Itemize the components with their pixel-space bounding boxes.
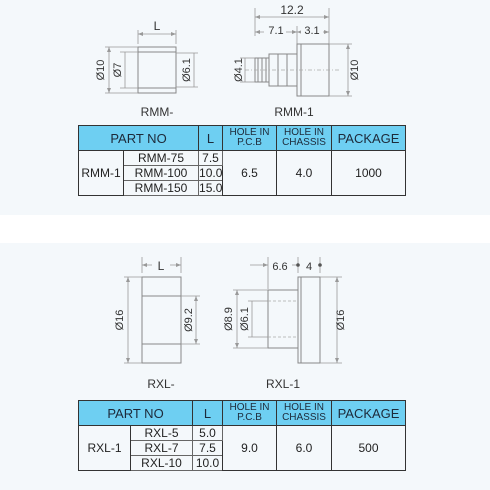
rmm-left-dim-length: L [153,19,161,33]
rmm-package-value: 1000 [332,151,406,196]
rmm-row-l: 15.0 [199,181,223,195]
rmm-right-dim-total: 12.2 [280,3,304,17]
rmm-left-dim-right: Ø6.1 [181,58,193,82]
rxl-right-dim-d1: Ø8.9 [223,307,235,331]
rmm-right-dim-right: 3.1 [304,25,320,37]
rxl-drawings [0,243,490,400]
rxl-left-caption: RXL- [147,377,175,391]
rxl-row-part: RXL-10 [131,456,193,471]
rmm-row-part: RMM-100 [124,166,199,181]
rxl-header-l: L [193,401,223,426]
rxl-row-part: RXL-7 [131,441,193,456]
rxl-left-dim-length: L [157,259,165,273]
rmm-header-l: L [199,126,223,151]
rmm-right-dim-left: 7.1 [268,25,284,37]
rmm-right-caption: RMM-1 [274,105,314,119]
rxl-spec-table [78,400,406,471]
rxl-header-package: PACKAGE [332,401,406,426]
rxl-row-l: 10.0 [193,456,223,471]
rxl-hole-chassis-value: 6.0 [277,426,332,471]
rxl-left-view [114,257,200,391]
rmm-left-caption: RMM- [140,105,174,119]
rxl-right-dim-right: 4 [305,261,313,273]
rmm-spec-table [78,125,406,196]
rxl-package-value: 500 [332,426,406,471]
rmm-row-part: RMM-150 [124,181,199,196]
rmm-left-dim-inner: Ø7 [112,62,124,78]
rmm-header-hole-pcb: HOLE IN P.C.B [223,126,277,151]
rmm-row-part: RMM-75 [124,151,199,166]
rmm-left-view [95,19,198,119]
rmm-row-l: 7.5 [199,151,223,166]
rmm-drawings [0,0,490,125]
rxl-right-dim-left: 6.6 [272,261,288,273]
rmm-header-hole-chassis: HOLE IN CHASSIS [277,126,332,151]
rxl-header-part-no: PART NO [79,401,193,426]
rmm-row-l: 10.0 [199,166,223,180]
rmm-header-package: PACKAGE [332,126,406,151]
rxl-row-l: 7.5 [193,441,223,456]
rmm-table-header-row [79,126,406,151]
rxl-right-dim-d2: Ø6.1 [239,307,251,331]
rmm-hole-pcb-value: 6.5 [223,151,277,196]
rxl-left-dim-inner: Ø9.2 [183,308,195,332]
rxl-group-name: RXL-1 [79,426,131,471]
rmm-right-view [233,3,361,119]
rxl-header-hole-chassis: HOLE IN CHASSIS [277,401,332,426]
rxl-right-caption: RXL-1 [265,377,301,391]
rxl-table-header-row [79,401,406,426]
rxl-row-part: RXL-5 [131,426,193,441]
rmm-header-part-no: PART NO [79,126,199,151]
rmm-hole-chassis-value: 4.0 [277,151,332,196]
rmm-right-dim-right-dia: Ø10 [349,59,361,81]
rmm-group-name: RMM-1 [79,151,124,196]
rxl-right-dim-d3: Ø16 [335,309,347,331]
rxl-hole-pcb-value: 9.0 [223,426,277,471]
rxl-left-dim-outer: Ø16 [114,309,126,331]
rxl-row-l: 5.0 [193,426,223,441]
rmm-left-dim-outer: Ø10 [95,59,107,81]
rxl-header-hole-pcb: HOLE IN P.C.B [223,401,277,426]
rxl-right-view [223,257,347,391]
table-row [79,426,406,441]
rmm-right-dim-left-dia: Ø4.1 [233,58,245,82]
table-row [79,151,406,166]
